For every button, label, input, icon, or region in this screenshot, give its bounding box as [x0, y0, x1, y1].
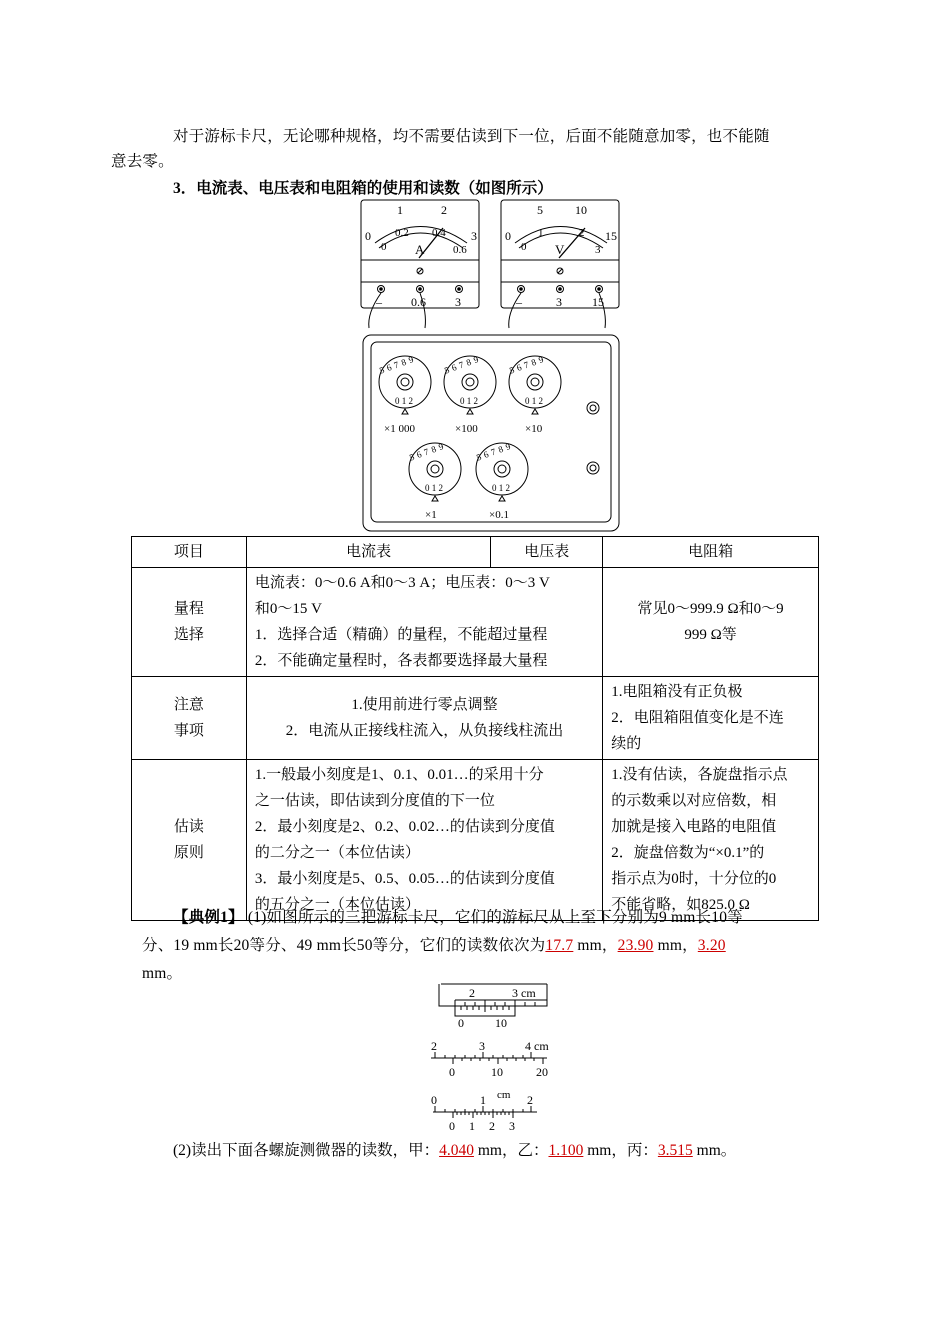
dial-digits-5: 5 6 7 8 9	[474, 440, 513, 463]
caliper1-main-2: 2	[469, 986, 475, 1000]
table-row	[132, 677, 819, 760]
ammeter-top-0: 0	[365, 229, 371, 243]
example1-tag: 【典例1】	[173, 909, 244, 926]
example1-paragraph: 【典例1】 (1)如图所示的三把游标卡尺，它们的游标尺从上至下分别为9 mm长10等 分、19 mm长20等分、49 mm长50等分，它们的读数依次为17.7 mm，23.90 mm，3.20 mm。	[142, 909, 743, 982]
voltmeter-top-3: 15	[605, 229, 617, 243]
svg-text:0 1 2: 0 1 2	[425, 483, 443, 493]
svg-text:0 1 2: 0 1 2	[395, 396, 413, 406]
row-meter-content: 电流表：0～0.6 A和0～3 A；电压表：0～3 V 和0～15 V 1．选择合适（精确）的量程，不能超过量程 2．不能确定量程时，各表都要选择最大量程	[246, 568, 602, 677]
voltmeter-bottom-0: 0	[521, 241, 527, 253]
caliper3-main-cm: cm	[497, 1089, 511, 1101]
calipers-figure	[425, 980, 565, 1132]
answer-1: 17.7	[545, 937, 574, 954]
voltmeter-terminal-neg: –	[516, 295, 522, 309]
caliper2-main-3: 3	[479, 1039, 485, 1053]
section-3-title: 3．电流表、电压表和电阻箱的使用和读数（如图所示）	[173, 180, 553, 197]
ammeter-top-1: 1	[397, 203, 403, 217]
voltmeter-top-0: 0	[505, 229, 511, 243]
voltmeter-bottom-3: 3	[595, 244, 601, 256]
intro-line-2: 意去零。	[111, 153, 174, 170]
part2-prefix: (2)读出下面各螺旋测微器的读数，甲：	[173, 1142, 440, 1159]
part2-answer-yi: 1.100	[548, 1142, 584, 1159]
table-header-row	[132, 537, 819, 568]
caliper3-vernier-1: 1	[469, 1119, 475, 1132]
example1-part1-line1: (1)如图所示的三把游标卡尺，它们的游标尺从上至下分别为9 mm长10等	[247, 909, 743, 926]
voltmeter-top-2: 10	[575, 203, 587, 217]
caliper2-main-4cm: 4 cm	[525, 1039, 549, 1053]
row-box-content: 1.没有估读，各旋盘指示点 的示数乘以对应倍数，相 加就是接入电路的电阻值 2．旋盘倍数为“×0.1”的 指示点为0时，十分位的0 不能省略，如825.0 Ω	[603, 760, 819, 921]
meters-figure	[355, 198, 630, 534]
header-item: 项目	[132, 537, 247, 568]
voltmeter-unit: V	[555, 242, 565, 257]
caliper2-vernier-20: 20	[536, 1065, 548, 1079]
mult-x100: ×100	[455, 423, 478, 435]
voltmeter-bottom-1: 1	[538, 227, 544, 239]
ammeter-terminal-06: 0.6	[411, 295, 426, 309]
ammeter-terminal-neg: –	[376, 295, 382, 309]
part2-answer-jia: 4.040	[439, 1142, 474, 1159]
answer-3: 3.20	[697, 937, 726, 954]
dial-digits-1: 5 6 7 8 9	[377, 353, 416, 376]
row-box-content: 常见0～999.9 Ω和0～9 999 Ω等	[603, 568, 819, 677]
ammeter-bottom-3: 0.6	[453, 244, 467, 256]
caliper3-main-0: 0	[431, 1093, 437, 1107]
caliper3-main-1: 1	[480, 1093, 486, 1107]
ammeter-terminal-3: 3	[455, 295, 461, 309]
caliper1-main-ticks	[455, 1000, 535, 1006]
header-ammeter: 电流表	[246, 537, 491, 568]
answer-2: 23.90	[617, 937, 654, 954]
ammeter-bottom-0: 0	[381, 241, 387, 253]
row-label: 量程 选择	[132, 568, 247, 677]
caliper3-vernier-2: 2	[489, 1119, 495, 1132]
ammeter-top-2: 2	[441, 203, 447, 217]
caliper2-vernier-0: 0	[449, 1065, 455, 1079]
mult-x01: ×0.1	[489, 509, 509, 521]
caliper2-vernier-10: 10	[491, 1065, 503, 1079]
voltmeter-bottom-2: 2	[579, 227, 585, 239]
mult-x1: ×1	[425, 509, 437, 521]
instrument-table	[131, 536, 819, 921]
caliper1-vernier-0: 0	[458, 1016, 464, 1030]
mult-x1000: ×1 000	[384, 423, 415, 435]
voltmeter-terminal-3: 3	[556, 295, 562, 309]
svg-text:0 1 2: 0 1 2	[460, 396, 478, 406]
table-row	[132, 568, 819, 677]
svg-text:0 1 2: 0 1 2	[525, 396, 543, 406]
part2-answer-bing: 3.515	[657, 1142, 693, 1159]
ammeter-bottom-1: 0.2	[395, 227, 409, 239]
row-box-content: 1.电阻箱没有正负极 2．电阻箱阻值变化是不连 续的	[603, 677, 819, 760]
header-resistance-box: 电阻箱	[603, 537, 819, 568]
caliper1-main-3cm: 3 cm	[512, 986, 536, 1000]
svg-text:0 1 2: 0 1 2	[492, 483, 510, 493]
table-row	[132, 760, 819, 921]
ammeter-top-3: 3	[471, 229, 477, 243]
caliper3-main-2: 2	[527, 1093, 533, 1107]
mult-x10: ×10	[525, 423, 543, 435]
example1-end: mm。	[142, 965, 183, 982]
row-meter-content: 1.一般最小刻度是1、0.1、0.01…的采用十分 之一估读，即估读到分度值的下一位 2．最小刻度是2、0.2、0.02…的估读到分度值 的二分之一（本位估读） 3．最小刻度是5、0.5、0.05…的估读到分度值 的五分之一（本位估读）	[246, 760, 602, 921]
ammeter-unit: A	[415, 242, 425, 257]
header-voltmeter: 电压表	[491, 537, 603, 568]
voltmeter-top-1: 5	[537, 203, 543, 217]
voltmeter-terminal-15: 15	[592, 295, 604, 309]
caliper2-main-2: 2	[431, 1039, 437, 1053]
example1-part2: (2)读出下面各螺旋测微器的读数，甲：4.040 mm，乙：1.100 mm，丙：3.515 mm。	[173, 1142, 737, 1159]
intro-paragraph	[111, 124, 812, 174]
row-label: 估读 原则	[132, 760, 247, 921]
row-label: 注意 事项	[132, 677, 247, 760]
ammeter-bottom-2: 0.4	[432, 227, 446, 239]
dial-digits-2: 5 6 7 8 9	[442, 353, 481, 376]
caliper3-vernier-3: 3	[509, 1119, 515, 1132]
intro-line-1: 对于游标卡尺，无论哪种规格，均不需要估读到下一位，后面不能随意加零，也不能随	[173, 128, 770, 145]
row-meter-content: 1.使用前进行零点调整 2．电流从正接线柱流入，从负接线柱流出	[246, 677, 602, 760]
example1-part1-line2: 分、19 mm长20等分、49 mm长50等分，它们的读数依次为	[142, 937, 546, 954]
caliper1-vernier-10: 10	[495, 1016, 507, 1030]
dial-digits-3: 5 6 7 8 9	[507, 353, 546, 376]
caliper3-vernier-0: 0	[449, 1119, 455, 1132]
dial-digits-4: 5 6 7 8 9	[407, 440, 446, 463]
